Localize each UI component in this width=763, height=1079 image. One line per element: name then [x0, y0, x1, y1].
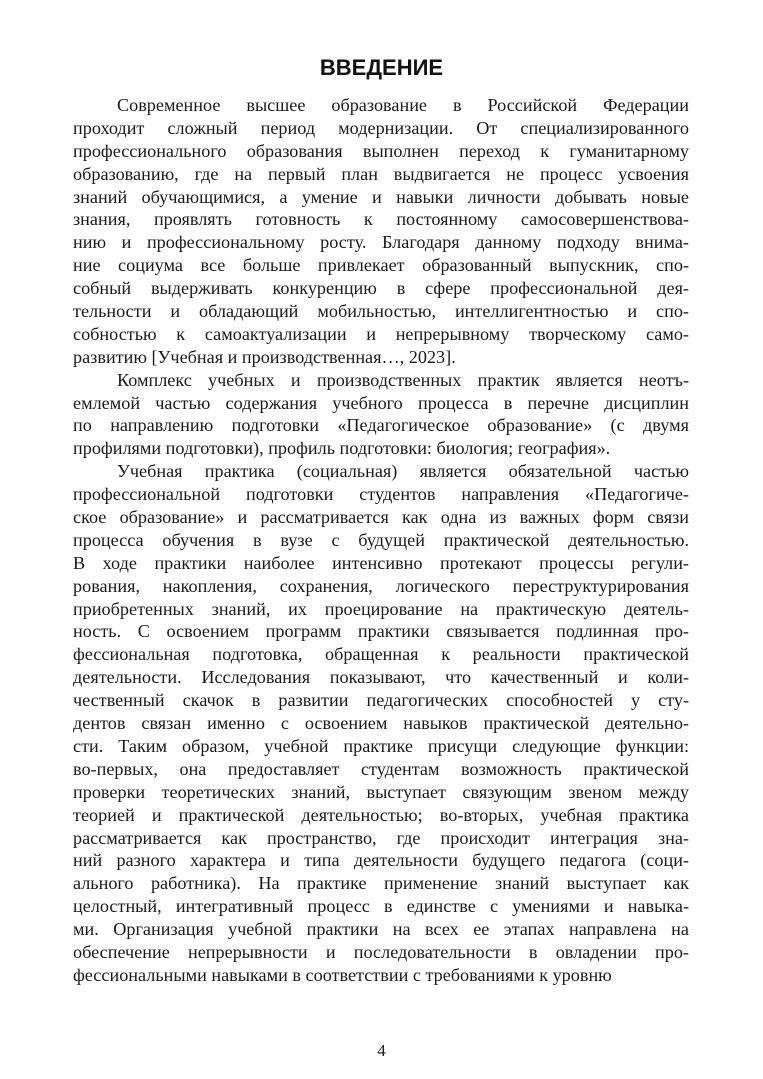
text-line: деятельности. Исследования показывают, что качественный и коли-	[73, 667, 689, 688]
text-line: ность. С освоением программ практики связывается подлинная про-	[73, 621, 689, 642]
text-line: ми. Организация учебной практики на всех ее этапах направлена на	[73, 919, 689, 940]
text-line: рассматривается как пространство, где происходит интеграция зна-	[73, 827, 689, 848]
paragraph	[73, 94, 689, 369]
text-line: развитию [Учебная и производственная…, 2023].	[73, 346, 456, 367]
text-line: фессиональная подготовка, обращенная к реальности практической	[73, 644, 689, 665]
text-line: по направлению подготовки «Педагогическое образование» (с двумя	[73, 415, 689, 436]
text-line: теорией и практической деятельностью; во-вторых, учебная практика	[73, 804, 689, 825]
text-line: образованию, где на первый план выдвигается не процесс усвоения	[73, 163, 689, 184]
text-line: проходит сложный период модернизации. От специализированного	[73, 117, 689, 138]
text-line: нию и профессиональному росту. Благодаря данному подходу внима-	[73, 232, 689, 253]
text-line: ние социума все больше привлекает образованный выпускник, спо-	[73, 255, 689, 276]
text-line: проверки теоретических знаний, выступает связующим звеном между	[73, 781, 689, 802]
body-text	[73, 94, 689, 987]
paragraph	[73, 369, 689, 461]
text-line: рования, накопления, сохранения, логического переструктурирования	[73, 575, 689, 596]
text-line: собный выдерживать конкуренцию в сфере профессиональной дея-	[73, 278, 689, 299]
text-line: емлемой частью содержания учебного процесса в перечне дисциплин	[73, 392, 689, 413]
text-line: профессиональной подготовки студентов направления «Педагогиче-	[73, 484, 689, 505]
text-line: профессионального образования выполнен переход к гуманитарному	[73, 140, 689, 161]
text-line: Комплекс учебных и производственных практик является неотъ-	[117, 369, 689, 390]
text-line: чественный скачок в развитии педагогических способностей у сту-	[73, 690, 689, 711]
text-line: знаний обучающимися, а умение и навыки личности добывать новые	[73, 186, 689, 207]
text-line: во-первых, она предоставляет студентам возможность практической	[73, 758, 689, 779]
text-line: знания, проявлять готовность к постоянному самосовершенствова-	[73, 209, 689, 230]
text-line: обеспечение непрерывности и последовательности в овладении про-	[73, 941, 689, 962]
text-line: В ходе практики наиболее интенсивно протекают процессы регули-	[73, 552, 689, 573]
text-line: Современное высшее образование в Российской Федерации	[117, 95, 689, 115]
text-line: дентов связан именно с освоением навыков практической деятельно-	[73, 713, 689, 734]
text-line: процесса обучения в вузе с будущей практической деятельностью.	[73, 529, 689, 550]
text-line: целостный, интегративный процесс в единстве с умениями и навыка-	[73, 896, 689, 917]
page-title: ВВЕДЕНИЕ	[319, 55, 444, 80]
text-line: ское образование» и рассматривается как одна из важных форм связи	[73, 507, 689, 528]
text-line: Учебная практика (социальная) является обязательной частью	[117, 461, 689, 482]
page-number: 4	[377, 1041, 386, 1060]
text-line: фессиональными навыками в соответствии с требованиями к уровню	[73, 964, 612, 985]
text-line: сти. Таким образом, учебной практике присущи следующие функции:	[73, 735, 689, 756]
paragraph	[73, 460, 689, 986]
text-line: тельности и обладающий мобильностью, интеллигентностью и спо-	[73, 301, 689, 322]
text-line: профилями подготовки), профиль подготовки: биология; география».	[73, 438, 611, 459]
text-line: ний разного характера и типа деятельности будущего педагога (соци-	[73, 850, 689, 871]
text-line: приобретенных знаний, их проецирование на практическую деятель-	[73, 598, 689, 619]
text-line: ального работника). На практике применение знаний выступает как	[73, 873, 689, 894]
text-line: собностью к самоактуализации и непрерывному творческому само-	[73, 323, 689, 344]
